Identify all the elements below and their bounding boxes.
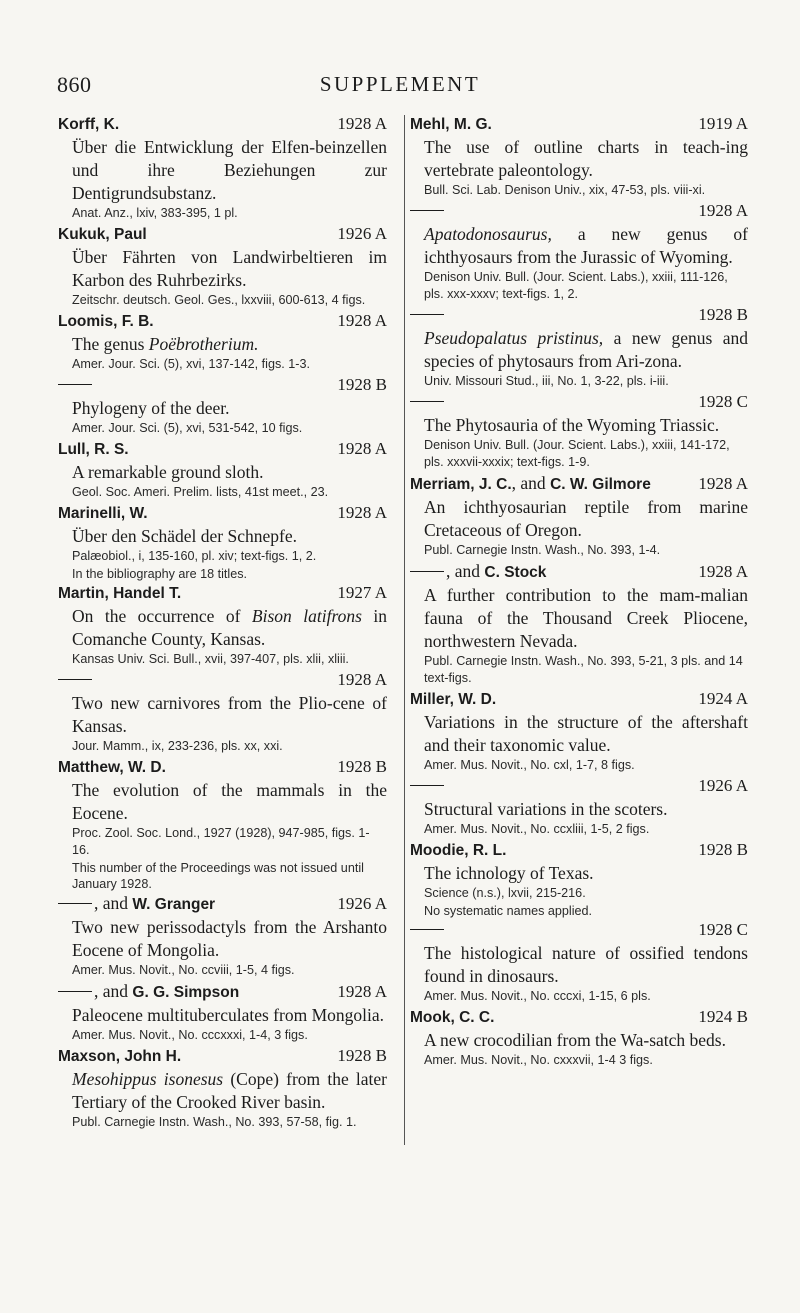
entry-citation: Amer. Mus. Novit., No. ccxliii, 1-5, 2 figs. <box>424 822 650 836</box>
coauthor-name: C. Stock <box>484 564 547 581</box>
entry-author <box>58 114 119 136</box>
bibliography-entry <box>410 304 748 390</box>
entry-title: Structural variations in the scoters. <box>424 799 668 819</box>
entry-heading <box>58 310 387 333</box>
entry-title: Über Fährten von Landwirbeltieren im Karbon des Ruhrbezirks. <box>72 247 387 290</box>
author-name: Korff, K. <box>58 116 120 133</box>
entry-heading <box>410 560 748 584</box>
entry-heading <box>58 374 387 397</box>
entry-heading <box>410 200 748 223</box>
entry-citation: Amer. Jour. Sci. (5), xvi, 531-542, 10 figs. <box>72 421 303 435</box>
entry-title: Über die Entwicklung der Elfen-beinzellen und ihre Beziehungen zur Dentigrundsubstanz. <box>72 137 387 203</box>
entry-heading <box>58 980 387 1004</box>
bibliography-entry <box>58 502 387 582</box>
bibliography-entry <box>58 756 387 892</box>
entry-heading <box>410 304 748 327</box>
entry-heading <box>58 1045 387 1068</box>
entry-heading <box>410 839 748 862</box>
entry-title: The evolution of the mammals in the Eocene. <box>72 780 387 823</box>
author-name: Lull, R. S. <box>58 441 129 458</box>
entry-year: 1928 A <box>698 562 748 581</box>
author-name: Moodie, R. L. <box>410 842 507 859</box>
entry-author <box>410 114 492 136</box>
coauthor-joiner: , and <box>94 981 133 1001</box>
entry-year: 1926 A <box>698 776 748 795</box>
author-name: Loomis, F. B. <box>58 313 154 330</box>
running-title: SUPPLEMENT <box>319 72 481 96</box>
entry-note: No systematic names applied. <box>424 904 592 918</box>
entry-author <box>58 375 94 397</box>
entry-heading <box>58 669 387 692</box>
entry-title <box>58 605 387 651</box>
entry-heading <box>58 756 387 779</box>
bibliography-entry <box>410 391 748 471</box>
bibliography-entry <box>58 223 387 309</box>
entry-citation: Publ. Carnegie Instn. Wash., No. 393, 1-4. <box>424 543 661 557</box>
entry-title <box>410 327 748 373</box>
entry-title: A remarkable ground sloth. <box>72 462 264 482</box>
bibliography-entry <box>58 980 387 1044</box>
entry-year: 1928 A <box>698 201 748 220</box>
bibliography-entry <box>410 113 748 199</box>
entry-year: 1926 A <box>337 894 387 913</box>
title-text: a new genus of ichthyosaurs from the Jurassic of Wyoming. <box>424 224 748 267</box>
title-taxon-italic: Bison latifrons <box>251 606 362 626</box>
entry-year: 1928 A <box>337 439 387 458</box>
bibliography-entry <box>58 113 387 222</box>
entry-citation: Publ. Carnegie Instn. Wash., No. 393, 5-21, 3 pls. and 14 text-figs. <box>424 654 743 685</box>
entry-title: An ichthyosaurian reptile from marine Cretaceous of Oregon. <box>424 497 748 540</box>
repeat-author-dash <box>410 929 444 930</box>
bibliography-entry <box>58 438 387 501</box>
entry-year: 1928 B <box>698 840 748 859</box>
bibliography-entry <box>410 472 748 559</box>
entry-citation: Amer. Jour. Sci. (5), xvi, 137-142, figs. 1-3. <box>72 357 310 371</box>
entry-year: 1928 A <box>337 503 387 522</box>
entry-author <box>58 311 154 333</box>
left-column <box>58 113 387 1132</box>
entry-heading <box>58 582 387 605</box>
entry-author <box>58 224 147 246</box>
title-taxon-italic: Poëbrotherium. <box>148 334 259 354</box>
bibliography-entry <box>58 1045 387 1131</box>
entry-heading <box>410 113 748 136</box>
entry-heading <box>58 438 387 461</box>
entry-heading <box>58 502 387 525</box>
repeat-author-dash <box>410 571 444 572</box>
repeat-author-dash <box>410 401 444 402</box>
entry-author <box>58 892 215 916</box>
entry-citation: Denison Univ. Bull. (Jour. Scient. Labs.), xxiii, 111-126, pls. xxx-xxxv; text-figs. 1, 2. <box>424 270 728 301</box>
bibliography-entry <box>410 775 748 838</box>
entry-year: 1919 A <box>698 114 748 133</box>
coauthor-joiner: , and <box>94 893 133 913</box>
entry-year: 1928 A <box>698 474 748 493</box>
entry-citation: Denison Univ. Bull. (Jour. Scient. Labs.), xxiii, 141-172, pls. xxxvii-xxxix; text-figs. 1-9. <box>424 438 730 469</box>
entry-title: The histological nature of ossified tendons found in dinosaurs. <box>424 943 748 986</box>
entry-title <box>58 333 387 356</box>
entry-year: 1928 A <box>337 311 387 330</box>
entry-heading <box>410 919 748 942</box>
entry-year: 1924 B <box>698 1007 748 1026</box>
bibliography-entry <box>58 669 387 755</box>
author-name: Mehl, M. G. <box>410 116 492 133</box>
entry-title: The use of outline charts in teach-ing vertebrate paleontology. <box>424 137 748 180</box>
bibliography-entry <box>410 688 748 774</box>
entry-author <box>58 757 166 779</box>
entry-title: Variations in the structure of the aftershaft and their taxonomic value. <box>424 712 748 755</box>
page-number: 860 <box>57 72 92 97</box>
bibliography-entry <box>58 310 387 373</box>
entry-author <box>410 1007 494 1029</box>
entry-author <box>410 305 446 327</box>
entry-note: In the bibliography are 18 titles. <box>72 567 248 581</box>
entry-citation: Amer. Mus. Novit., No. cccxxxi, 1-4, 3 figs. <box>72 1028 308 1042</box>
coauthor-joiner: , and <box>446 561 485 581</box>
author-name: Mook, C. C. <box>410 1009 495 1026</box>
entry-author <box>410 920 446 942</box>
repeat-author-dash <box>58 679 92 680</box>
title-text: (Cope) from the later Tertiary of the Crooked River basin. <box>72 1069 388 1112</box>
repeat-author-dash <box>58 991 92 992</box>
entry-title: A further contribution to the mam-malian fauna of the Thousand Creek Pliocene, northwestern Nevada. <box>424 585 748 651</box>
entry-citation: Univ. Missouri Stud., iii, No. 1, 3-22, pls. i-iii. <box>424 374 669 388</box>
entry-title: Phylogeny of the deer. <box>72 398 230 418</box>
entry-citation: Zeitschr. deutsch. Geol. Ges., lxxviii, 600-613, 4 figs. <box>72 293 366 307</box>
entry-heading <box>410 1006 748 1029</box>
entry-citation: Amer. Mus. Novit., No. cccxi, 1-15, 6 pls. <box>424 989 651 1003</box>
entry-heading <box>410 391 748 414</box>
entry-author <box>58 439 129 461</box>
author-name: Matthew, W. D. <box>58 759 166 776</box>
entry-year: 1928 B <box>337 375 387 394</box>
entry-year: 1928 B <box>337 1046 387 1065</box>
author-name: Martin, Handel T. <box>58 585 182 602</box>
entry-citation: Geol. Soc. Ameri. Prelim. lists, 41st meet., 23. <box>72 485 329 499</box>
entry-title: A new crocodilian from the Wa-satch beds. <box>424 1030 726 1050</box>
entry-author <box>410 201 446 223</box>
bibliography-entry <box>410 839 748 919</box>
coauthor-name: G. G. Simpson <box>132 984 240 1001</box>
repeat-author-dash <box>58 903 92 904</box>
entry-title: The ichnology of Texas. <box>424 863 594 883</box>
author-name: Maxson, John H. <box>58 1048 182 1065</box>
entry-title <box>58 1068 387 1114</box>
bibliography-entry <box>410 200 748 303</box>
entry-title: The Phytosauria of the Wyoming Triassic. <box>424 415 720 435</box>
author-name: Marinelli, W. <box>58 505 148 522</box>
entry-author <box>58 1046 181 1068</box>
entry-year: 1928 B <box>337 757 387 776</box>
entry-author <box>58 583 181 605</box>
title-taxon-italic: Pseudopalatus pristinus, <box>424 328 604 348</box>
entry-year: 1928 C <box>698 920 748 939</box>
bibliography-columns <box>58 113 748 1243</box>
title-text: a new genus and species of phytosaurs from Ari-zona. <box>424 328 748 371</box>
entry-year: 1928 A <box>337 670 387 689</box>
title-taxon-italic: Apatodonosaurus, <box>424 224 552 244</box>
entry-heading <box>58 113 387 136</box>
entry-year: 1928 B <box>698 305 748 324</box>
title-text: in Comanche County, Kansas. <box>72 606 387 649</box>
entry-year: 1924 A <box>698 689 748 708</box>
entry-year: 1927 A <box>337 583 387 602</box>
entry-citation: Palæobiol., i, 135-160, pl. xiv; text-figs. 1, 2. <box>72 549 317 563</box>
entry-author <box>58 503 148 525</box>
bibliography-entry <box>58 892 387 979</box>
author-name: Merriam, J. C. <box>410 476 512 493</box>
bibliography-entry <box>410 919 748 1005</box>
entry-title <box>410 223 748 269</box>
entry-title: Über den Schädel der Schnepfe. <box>72 526 297 546</box>
repeat-author-dash <box>410 314 444 315</box>
entry-title: Paleocene multituberculates from Mongolia. <box>72 1005 384 1025</box>
entry-year: 1928 C <box>698 392 748 411</box>
bibliography-entry <box>410 1006 748 1069</box>
entry-author <box>410 560 546 584</box>
right-column <box>410 113 748 1070</box>
entry-citation: Kansas Univ. Sci. Bull., xvii, 397-407, pls. xlii, xliii. <box>72 652 349 666</box>
entry-citation: Amer. Mus. Novit., No. cxl, 1-7, 8 figs. <box>424 758 635 772</box>
bibliography-entry <box>410 560 748 687</box>
entry-author <box>410 689 496 711</box>
entry-year: 1926 A <box>337 224 387 243</box>
bibliography-entry <box>58 374 387 437</box>
entry-author <box>58 670 94 692</box>
entry-author <box>58 980 239 1004</box>
entry-citation: Amer. Mus. Novit., No. cxxxvii, 1-4 3 figs. <box>424 1053 653 1067</box>
title-taxon-italic: Mesohippus isonesus <box>72 1069 224 1089</box>
coauthor-name: W. Granger <box>132 896 216 913</box>
repeat-author-dash <box>410 210 444 211</box>
entry-year: 1928 A <box>337 982 387 1001</box>
bibliography-entry <box>58 582 387 668</box>
entry-author <box>410 392 446 414</box>
repeat-author-dash <box>58 384 92 385</box>
entry-title: Two new carnivores from the Plio-cene of Kansas. <box>72 693 387 736</box>
entry-year: 1928 A <box>337 114 387 133</box>
entry-citation: Proc. Zool. Soc. Lond., 1927 (1928), 947-985, figs. 1-16. <box>72 826 370 857</box>
entry-note: This number of the Proceedings was not issued until January 1928. <box>72 861 364 891</box>
entry-citation: Bull. Sci. Lab. Denison Univ., xix, 47-53, pls. viii-xi. <box>424 183 706 197</box>
repeat-author-dash <box>410 785 444 786</box>
entry-citation: Publ. Carnegie Instn. Wash., No. 393, 57-58, fig. 1. <box>72 1115 357 1129</box>
entry-citation: Science (n.s.), lxvii, 215-216. <box>424 886 586 900</box>
entry-author <box>410 776 446 798</box>
title-text: The genus <box>72 334 149 354</box>
entry-heading <box>58 223 387 246</box>
entry-heading <box>58 892 387 916</box>
entry-heading <box>410 775 748 798</box>
entry-citation: Anat. Anz., lxiv, 383-395, 1 pl. <box>72 206 238 220</box>
entry-citation: Amer. Mus. Novit., No. ccviii, 1-5, 4 figs. <box>72 963 295 977</box>
author-name: Miller, W. D. <box>410 691 497 708</box>
entry-author <box>410 840 506 862</box>
entry-author <box>410 472 651 496</box>
coauthor-joiner: , and <box>511 473 551 493</box>
entry-citation: Jour. Mamm., ix, 233-236, pls. xx, xxi. <box>72 739 283 753</box>
entry-heading <box>410 472 748 496</box>
author-name: Kukuk, Paul <box>58 226 147 243</box>
entry-title: Two new perissodactyls from the Arshanto Eocene of Mongolia. <box>72 917 387 960</box>
coauthor-name: C. W. Gilmore <box>550 476 651 493</box>
entry-heading <box>410 688 748 711</box>
title-text: On the occurrence of <box>72 606 252 626</box>
